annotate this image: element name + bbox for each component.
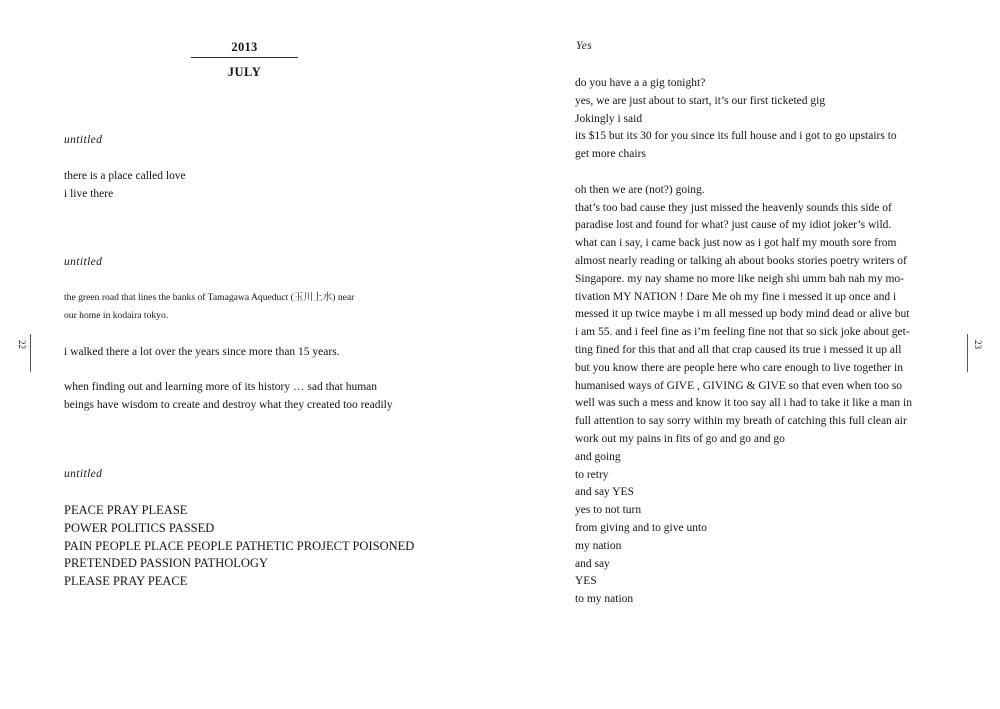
yes-line: humanised ways of GIVE , GIVING & GIVE so that even when too so <box>575 379 903 392</box>
heading-divider <box>191 57 298 58</box>
yes-line: that’s too bad cause they just missed the heavenly sounds this side of <box>575 201 892 214</box>
yes-title: Yes <box>576 40 593 52</box>
page-number-left: 22 <box>17 340 27 349</box>
poem3-line: PAIN PEOPLE PLACE PEOPLE PATHETIC PROJECT POISONED <box>64 538 415 553</box>
yes-line: paradise lost and found for what? just cause of my idiot joker’s wild. <box>575 219 892 232</box>
poem2-para2-line: when finding out and learning more of its history … sad that human <box>64 381 377 393</box>
poem3-line: PRETENDED PASSION PATHOLOGY <box>64 556 268 571</box>
yes-line: well was such a mess and know it too say all i had to take it like a man in <box>575 397 912 410</box>
poem1-line: there is a place called love <box>64 170 186 182</box>
yes-line: tivation MY NATION ! Dare Me oh my fine i messed it up once and i <box>575 290 897 303</box>
poem3-title: untitled <box>64 468 103 480</box>
yes-line: YES <box>575 575 597 588</box>
page-number-rule <box>967 334 968 372</box>
yes-line <box>575 164 912 182</box>
yes-line: my nation <box>575 539 622 552</box>
poem2-note-line: our home in kodaira tokyo. <box>64 310 169 321</box>
page-number-right: 23 <box>973 340 983 349</box>
yes-line: messed it up twice maybe i m all messed up body mind dead or alive but <box>575 308 910 321</box>
yes-line: do you have a a gig tonight? <box>575 77 706 89</box>
yes-line: from giving and to give unto <box>575 521 707 534</box>
yes-line: Singapore. my nay shame no more like neigh shi umm bah nah my mo- <box>575 272 904 285</box>
month-heading: JULY <box>227 65 262 79</box>
poem2-note-line: the green road that lines the banks of Tamagawa Aqueduct (玉川上水) near <box>64 292 355 303</box>
yes-poem-body <box>575 75 912 609</box>
yes-line: i am 55. and i feel fine as i’m feeling fine not that so sick joke about get- <box>575 326 910 339</box>
yes-line: and say YES <box>575 486 634 499</box>
poem3-line: PLEASE PRAY PEACE <box>64 574 188 589</box>
poem3-line: POWER POLITICS PASSED <box>64 520 215 535</box>
yes-line: its $15 but its 30 for you since its full house and i got to go upstairs to <box>575 130 897 143</box>
poem3-line: PEACE PRAY PLEASE <box>64 503 188 517</box>
yes-line: almost nearly reading or talking ah about books stories poetry writers of <box>575 254 907 267</box>
yes-line: ting fined for this that and all that crap caused its true i messed it up all <box>575 343 902 356</box>
poem2-para2 <box>64 379 393 415</box>
yes-line: to my nation <box>575 593 634 606</box>
yes-line: to retry <box>575 468 609 481</box>
yes-line: and going <box>575 450 621 463</box>
yes-line: work out my pains in fits of go and go and go <box>575 432 785 445</box>
poem2-para1: i walked there a lot over the years since more than 15 years. <box>64 346 340 358</box>
yes-line: but you know there are people here who care enough to live together in <box>575 361 903 374</box>
yes-line: what can i say, i came back just now as i got half my mouth sore from <box>575 237 897 250</box>
yes-line: yes to not turn <box>575 504 642 517</box>
yes-line: and say <box>575 557 610 570</box>
poem3-body <box>64 502 414 591</box>
year-heading: 2013 <box>231 40 258 54</box>
poem1-title: untitled <box>64 134 103 146</box>
yes-line: get more chairs <box>575 148 646 161</box>
poem1-body <box>64 168 186 204</box>
poem1-line: i live there <box>64 187 114 200</box>
poem2-title: untitled <box>64 256 103 268</box>
yes-line: full attention to say sorry within my breath of catching this full clean air <box>575 415 907 428</box>
yes-line: yes, we are just about to start, it’s our first ticketed gig <box>575 94 826 107</box>
poem2-note <box>64 289 354 325</box>
yes-line: Jokingly i said <box>575 112 643 125</box>
page-number-rule <box>30 334 31 372</box>
yes-line: oh then we are (not?) going. <box>575 183 705 196</box>
poem2-para2-line: beings have wisdom to create and destroy what they created too readily <box>64 398 393 411</box>
